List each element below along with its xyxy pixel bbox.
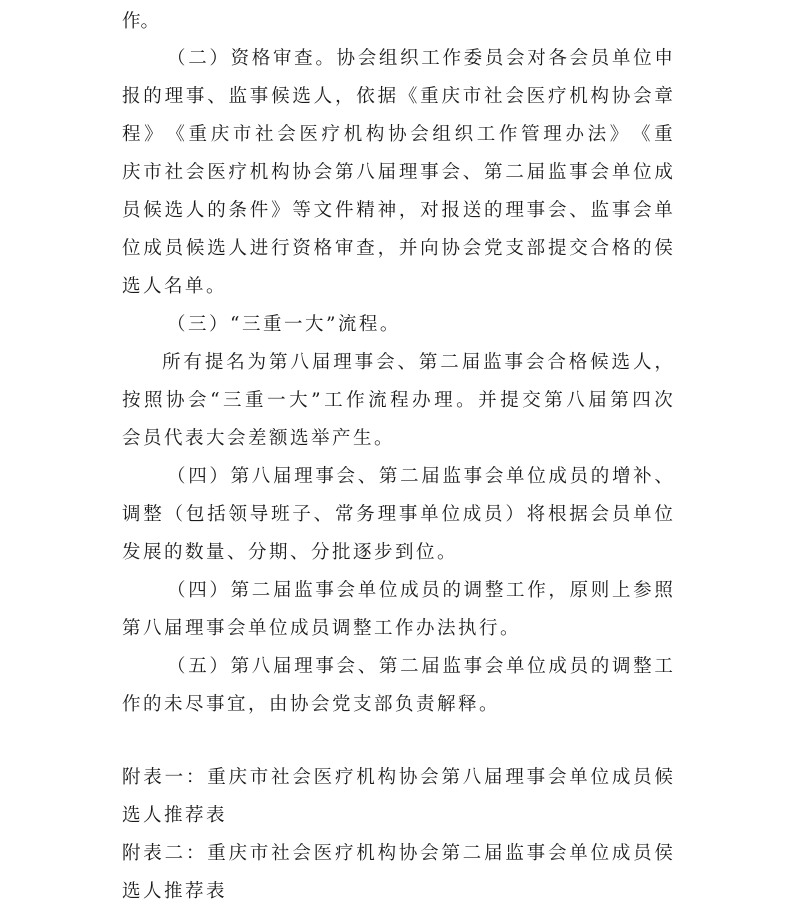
text-line-16: （ 四 ） 第 二 届 监 事 会 单 位 成 员 的 调 整 工 作 ， 原 则 上 参 照 [167, 580, 673, 601]
text-line-6: 员 候 选 人 的 条 件 》 等 文 件 精 神 ， 对 报 送 的 理 事 会 、 监 事 会 单 [122, 200, 673, 221]
text-line-1: 作。 [122, 11, 160, 32]
text-line-3: 报 的 理 事 、 监 事 候 选 人 ， 依 据 《 重 庆 市 社 会 医 疗 机 构 协 会 章 [122, 86, 673, 107]
text-line-12: 会员代表大会差额选举产生。 [122, 428, 396, 449]
text-line-10: 所 有 提 名 为 第 八 届 理 事 会 、 第 二 届 监 事 会 合 格 候 选 人 ， [162, 352, 673, 373]
text-line-11: 按 照 协 会 “ 三 重 一 大 ” 工 作 流 程 办 理 。 并 提 交 第 八 届 第 四 次 [122, 390, 673, 411]
text-line-17: 第八届理事会单位成员调整工作办法执行。 [122, 618, 522, 639]
text-line-14: 调 整 （ 包 括 领 导 班 子 、 常 务 理 事 单 位 成 员 ） 将 根 据 会 员 单 位 [122, 504, 673, 525]
text-line-8: 选人名单。 [122, 276, 228, 297]
text-line-13: （ 四 ） 第 八 届 理 事 会 、 第 二 届 监 事 会 单 位 成 员 的 增 补 、 [167, 466, 673, 487]
text-line-9: （三）“三重一大”流程。 [167, 314, 401, 335]
text-line-2: （ 二 ） 资 格 审 查 。 协 会 组 织 工 作 委 员 会 对 各 会 员 单 位 申 [167, 48, 673, 69]
text-line-5: 庆 市 社 会 医 疗 机 构 协 会 第 八 届 理 事 会 、 第 二 届 监 事 会 单 位 成 [122, 162, 673, 183]
text-line-23: 选人推荐表 [122, 881, 228, 902]
text-line-22: 附 表 二 ： 重 庆 市 社 会 医 疗 机 构 协 会 第 二 届 监 事 会 单 位 成 员 侯 [122, 843, 673, 864]
text-line-18: （ 五 ） 第 八 届 理 事 会 、 第 二 届 监 事 会 单 位 成 员 的 调 整 工 [167, 656, 673, 677]
text-line-19: 作的未尽事宜，由协会党支部负责解释。 [122, 694, 501, 715]
text-line-20: 附 表 一 ： 重 庆 市 社 会 医 疗 机 构 协 会 第 八 届 理 事 会 单 位 成 员 候 [122, 767, 673, 788]
text-line-21: 选人推荐表 [122, 805, 228, 826]
text-line-15: 发展的数量、分期、分批逐步到位。 [122, 542, 459, 563]
text-line-4: 程 》 《 重 庆 市 社 会 医 疗 机 构 协 会 组 织 工 作 管 理 办 法 》 《 重 [122, 124, 673, 145]
text-line-7: 位 成 员 候 选 人 进 行 资 格 审 查 ， 并 向 协 会 党 支 部 提 交 合 格 的 侯 [122, 238, 673, 259]
